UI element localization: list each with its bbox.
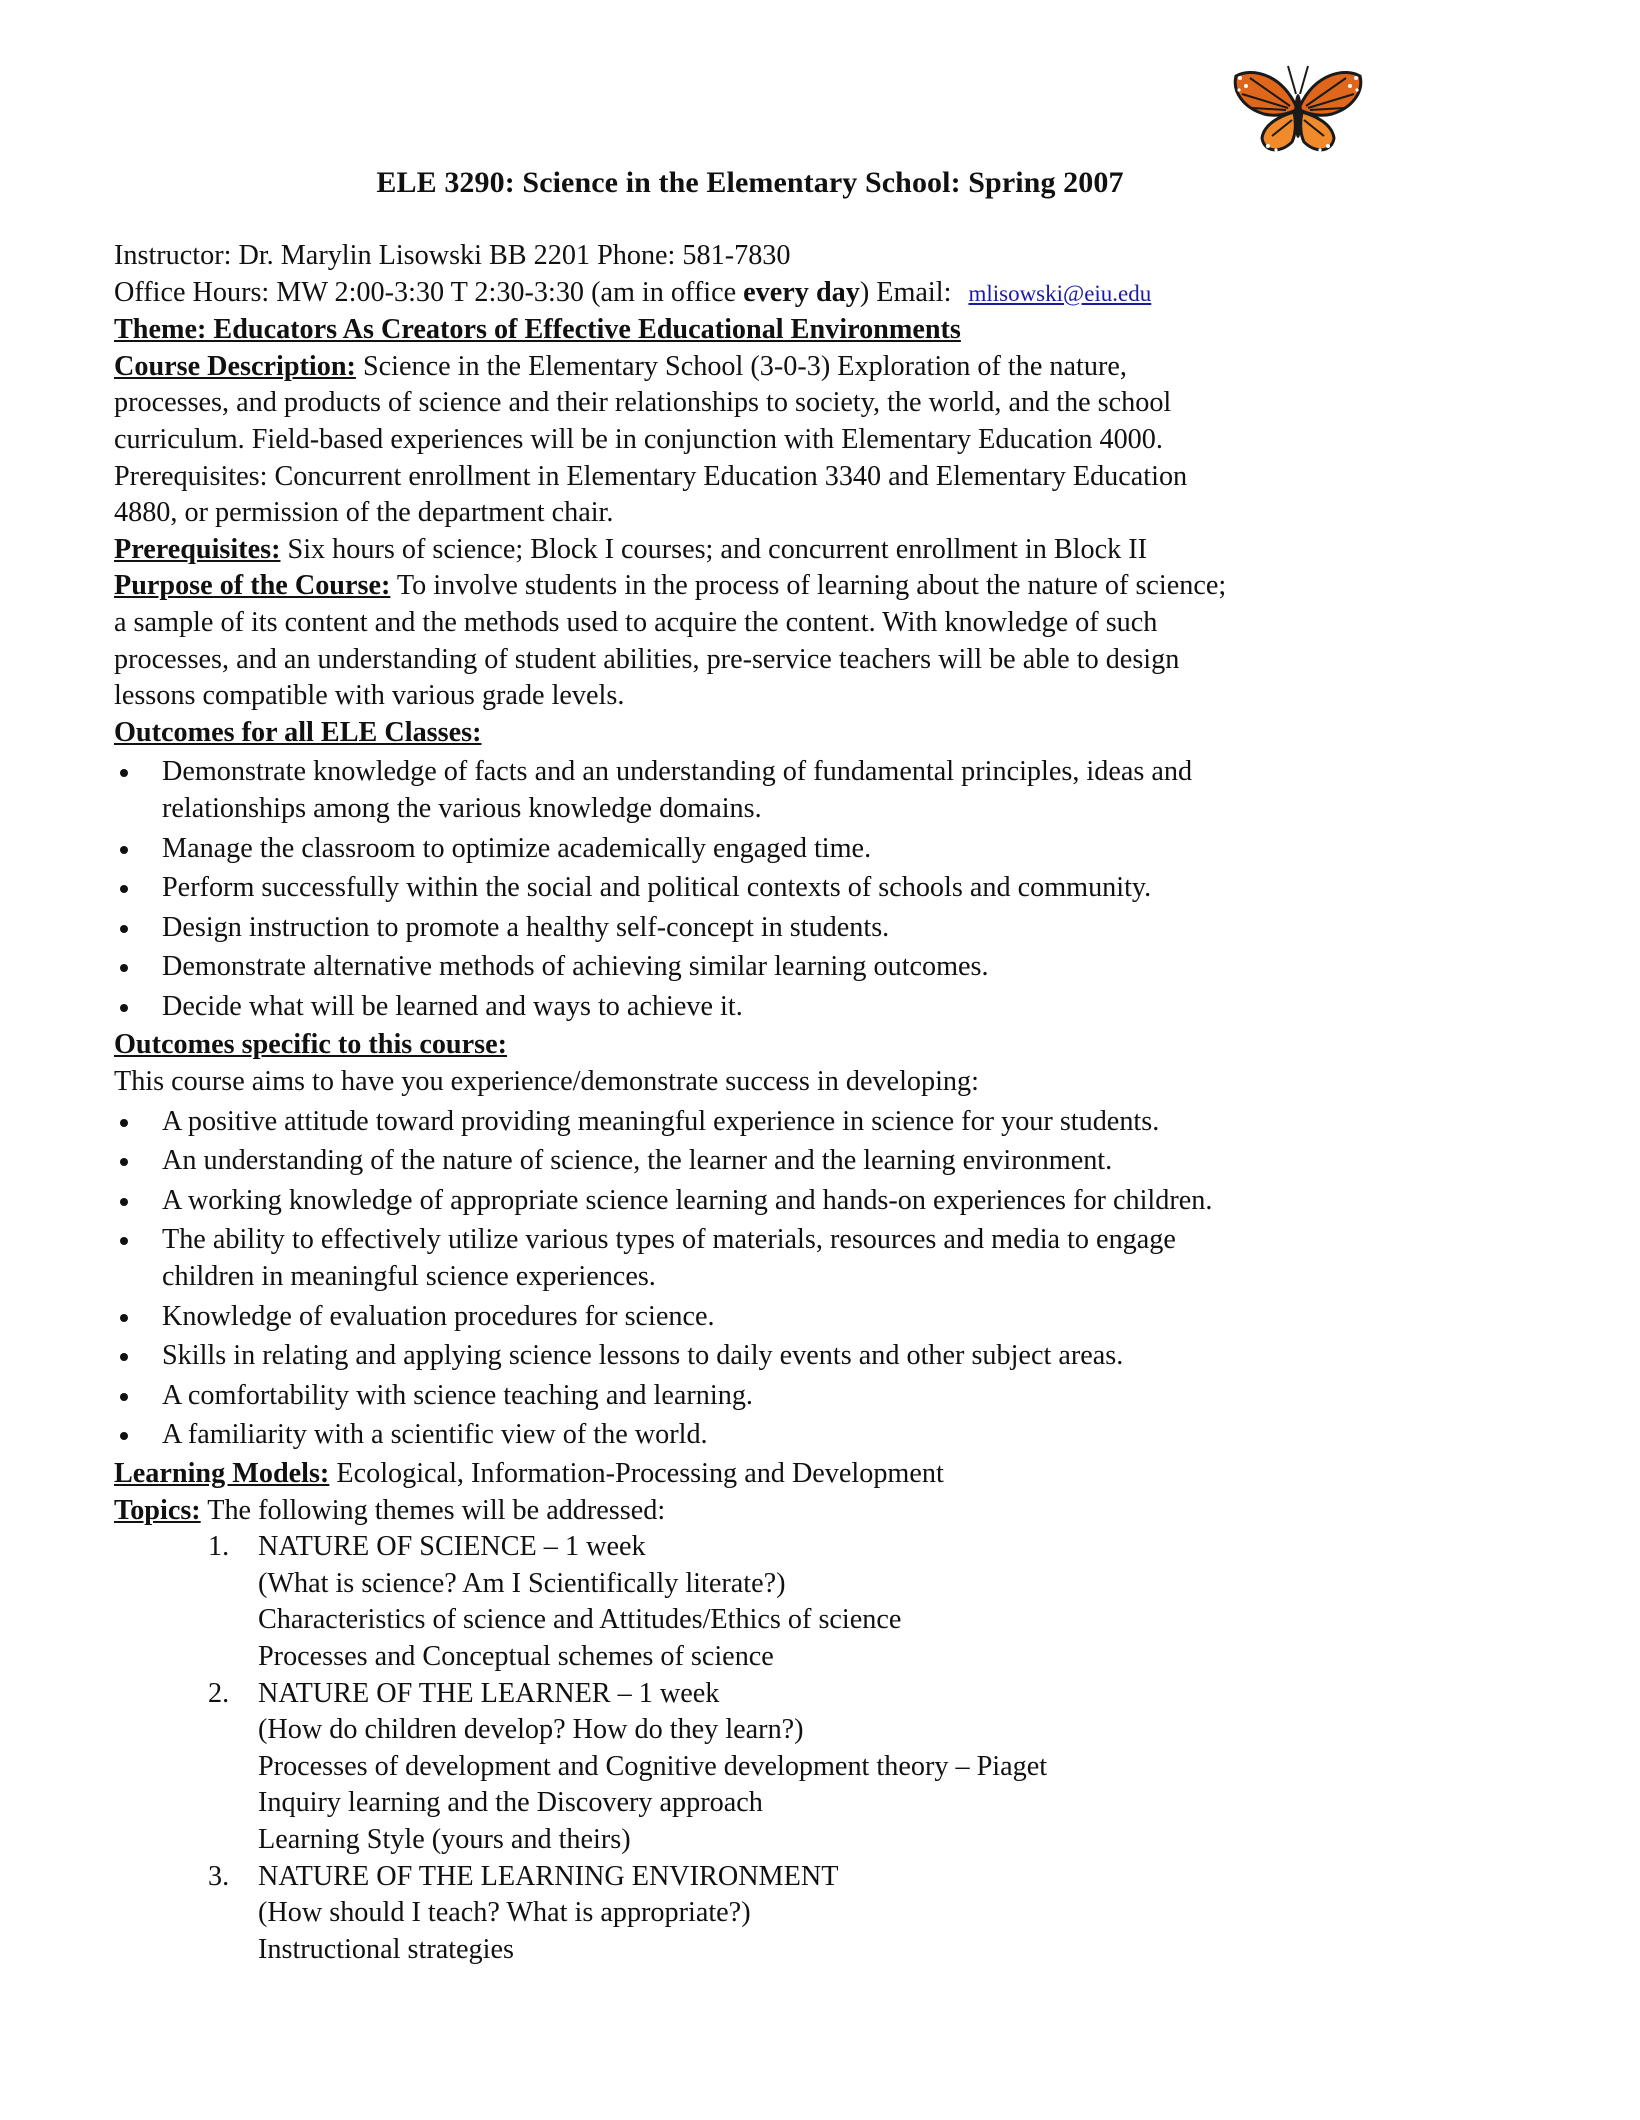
purpose-line-2: a sample of its content and the methods used to acquire the content. With knowledge of such [114,606,1158,638]
topic-item [208,1529,1414,1675]
list-item-text: Perform successfully within the social and political contexts of schools and community. [162,872,1152,904]
course-description-line-5: 4880, or permission of the department chair. [114,497,614,529]
topic-detail: (How should I teach? What is appropriate?) [258,1897,751,1929]
learning-models-label: Learning Models: [114,1458,330,1489]
list-item-text: A comfortability with science teaching and learning. [162,1379,753,1411]
list-item-text: relationships among the various knowledge domains. [162,792,762,824]
list-item-text: An understanding of the nature of science, the learner and the learning environment. [162,1145,1113,1177]
topic-item [208,1676,1414,1859]
list-item [114,1299,1414,1336]
list-item-text: A familiarity with a scientific view of the world. [162,1419,708,1451]
list-item [114,1378,1414,1415]
list-item [114,910,1414,947]
list-item-text: Design instruction to promote a healthy self-concept in students. [162,911,890,943]
list-item-text: children in meaningful science experiences. [162,1261,656,1293]
purpose-line-3: processes, and an understanding of student abilities, pre-service teachers will be able to design [114,643,1180,675]
learning-models-line [114,1456,1414,1493]
topic-detail: (How do children develop? How do they learn?) [258,1714,804,1746]
outcomes-specific-intro: This course aims to have you experience/demonstrate success in developing: [114,1066,979,1098]
list-item [114,831,1414,868]
topics-list [208,1529,1414,1968]
topic-detail: (What is science? Am I Scientifically literate?) [258,1567,786,1599]
topic-title: NATURE OF THE LEARNING ENVIRONMENT [258,1860,839,1892]
topic-detail: Learning Style (yours and theirs) [258,1823,631,1855]
list-item-text: A working knowledge of appropriate science learning and hands-on experiences for children. [162,1184,1213,1216]
topic-number: 1. [208,1531,230,1563]
course-description-label: Course Description: [114,350,356,382]
list-item-text: Decide what will be learned and ways to achieve it. [162,990,743,1022]
course-description-line-3: curriculum. Field-based experiences will be in conjunction with Elementary Education 4000. [114,423,1163,455]
outcomes-all-heading: Outcomes for all ELE Classes: [114,716,482,748]
outcomes-specific-list [114,1104,1414,1454]
purpose-line-1 [114,568,1414,605]
list-item [114,1143,1414,1180]
course-description-line-2: processes, and products of science and their relationships to society, the world, and the school [114,387,1172,419]
purpose-text: To involve students in the process of learning about the nature of science; [390,570,1227,602]
course-description-text: Science in the Elementary School (3-0-3) Exploration of the nature, [355,350,1127,382]
prerequisites-text: Six hours of science; Block I courses; and concurrent enrollment in Block II [280,533,1148,565]
butterfly-icon [1230,62,1366,158]
prerequisites-label: Prerequisites: [114,533,281,565]
topics-text: The following themes will be addressed: [200,1494,666,1526]
topic-item [208,1859,1414,1969]
outcomes-specific-heading: Outcomes specific to this course: [114,1029,507,1061]
topic-title: NATURE OF THE LEARNER – 1 week [258,1677,720,1709]
list-item-text: Manage the classroom to optimize academically engaged time. [162,832,872,864]
page-title: ELE 3290: Science in the Elementary School: Spring 2007 [376,166,1124,199]
topic-detail: Processes of development and Cognitive development theory – Piaget [258,1750,1048,1782]
list-item-text: Skills in relating and applying science lessons to daily events and other subject areas. [162,1340,1124,1372]
list-item-text: A positive attitude toward providing meaningful experience in science for your students. [162,1105,1160,1137]
office-hours-suffix: ) Email: [859,276,959,308]
list-item [114,870,1414,907]
course-description-line-1 [114,349,1414,386]
list-item [114,754,1414,827]
prerequisites-line [114,532,1414,569]
topic-number: 2. [208,1677,230,1709]
topic-detail: Processes and Conceptual schemes of science [258,1640,774,1672]
purpose-label: Purpose of the Course: [114,570,391,602]
list-item-text: Knowledge of evaluation procedures for science. [162,1300,715,1332]
topics-label: Topics: [114,1494,201,1526]
learning-models-text: Ecological, Information-Processing and Development [329,1458,944,1489]
office-hours-line [114,275,1414,313]
outcomes-all-list [114,754,1414,1025]
list-item [114,949,1414,986]
topic-detail: Inquiry learning and the Discovery approach [258,1787,763,1819]
theme-heading: Theme: Educators As Creators of Effective Educational Environments [114,314,961,346]
list-item [114,1104,1414,1141]
topic-detail: Instructional strategies [258,1933,514,1965]
office-hours-emphasis: every day [743,276,860,308]
topic-detail: Characteristics of science and Attitudes/Ethics of science [258,1604,902,1636]
topic-title: NATURE OF SCIENCE – 1 week [258,1531,646,1563]
course-description-line-4: Prerequisites: Concurrent enrollment in Elementary Education 3340 and Elementary Education [114,460,1188,492]
office-hours-prefix: Office Hours: MW 2:00-3:30 T 2:30-3:30 (am in office [114,276,744,308]
list-item [114,1183,1414,1220]
topic-number: 3. [208,1860,230,1892]
list-item [114,1222,1414,1295]
instructor-line: Instructor: Dr. Marylin Lisowski BB 2201 Phone: 581-7830 [114,240,791,271]
list-item [114,989,1414,1026]
email-link[interactable]: mlisowski@eiu.edu [968,280,1152,306]
purpose-line-4: lessons compatible with various grade levels. [114,680,625,712]
list-item-text: Demonstrate alternative methods of achieving similar learning outcomes. [162,951,989,983]
list-item-text: The ability to effectively utilize various types of materials, resources and media to engage [162,1224,1176,1256]
topics-line [114,1493,1414,1530]
list-item-text: Demonstrate knowledge of facts and an understanding of fundamental principles, ideas and [162,756,1193,788]
syllabus-body [114,238,1414,1968]
list-item [114,1417,1414,1454]
list-item [114,1338,1414,1375]
